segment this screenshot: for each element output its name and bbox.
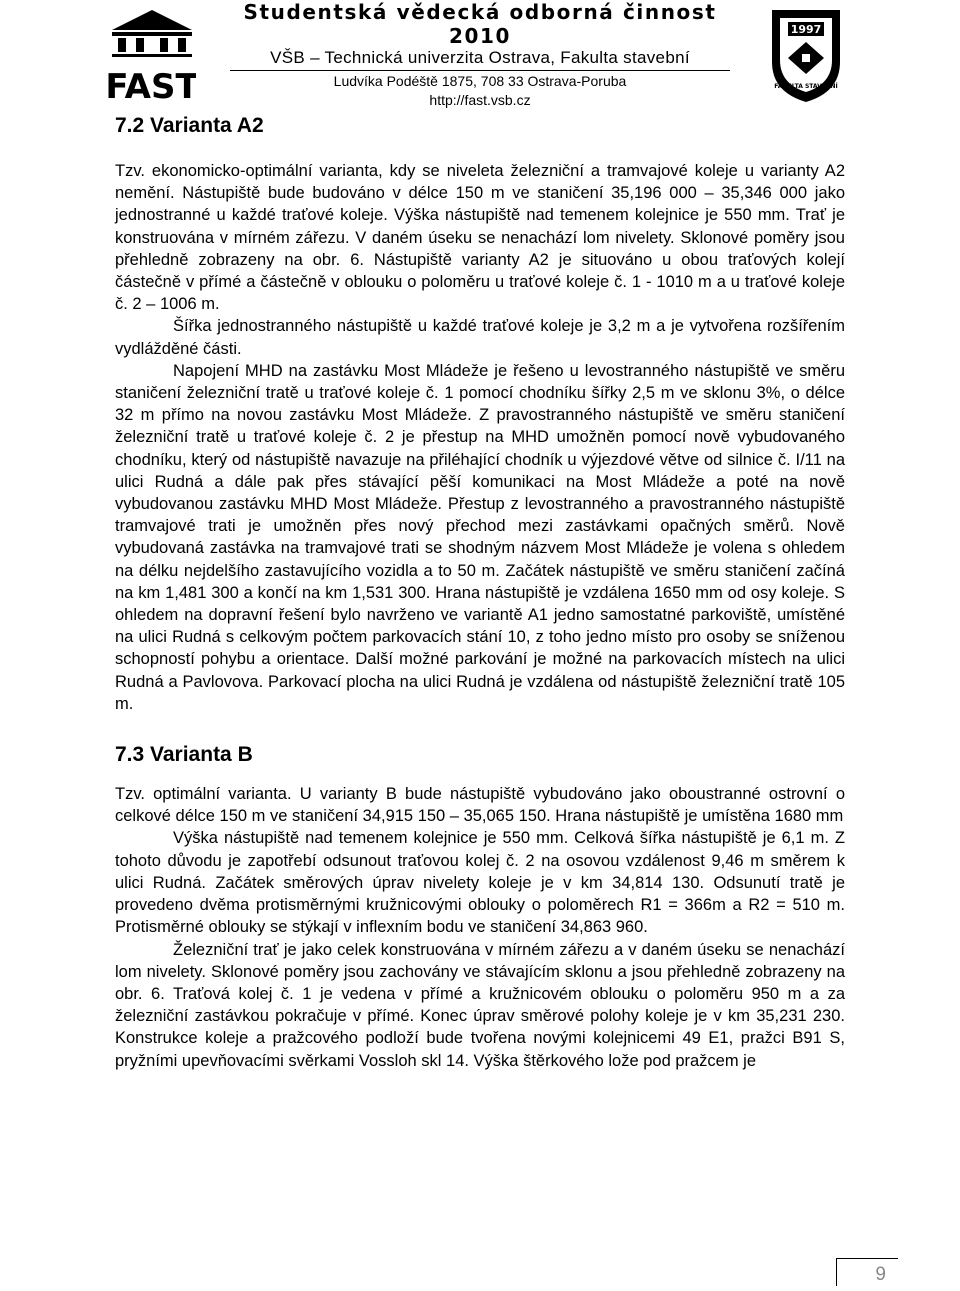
header-title: Studentská vědecká odborná činnost 2010	[243, 0, 717, 48]
page-header	[0, 0, 960, 110]
document-body	[115, 108, 845, 1072]
page-number: 9	[836, 1258, 898, 1286]
heading-variant-b: 7.3 Varianta B	[115, 743, 253, 767]
paragraph-a2-intro: Tzv. ekonomicko-optimální varianta, kdy se niveleta železniční a tramvajové koleje u varianty A2 nemění. Nástupiště bude budováno v délce 150 m ve staničení 35,196 000 – 35,346 000 jako jednostranné u každé traťové koleje. Výška nástupiště nad temenem kolejnice je 550 mm. Trať je konstruována v mírném zářezu. V daném úseku se nenachází lom nivelety. Sklonové poměry jsou přehledně zobrazeny na obr. 6. Nástupiště varianty A2 je situováno u obou traťových kolejí částečně v přímé a částečně v oblouku o poloměru u traťové koleje č. 1 - 1010 m a u traťové koleje č. 2 – 1006 m.	[115, 162, 845, 314]
paragraph-b-track: Železniční trať je jako celek konstruována v mírném zářezu a v daném úseku se nenachází lom nivelety. Sklonové poměry jsou zachovány ve stávajícím sklonu a jsou přehledně zobrazeny na obr. 6. Traťová kolej č. 1 je vedena v přímé a kružnicovém oblouku o poloměru 950 m a za železniční zastávkou pokračuje v přímé. Konec úprav směrové polohy koleje je v km 35,231 230. Konstrukce koleje a pražcového podloží bude tvořena novými kolejnicemi 49 E1, pražci B91 S, pryžními upevňovacími svěrkami Vossloh skl 14. Výška štěrkového lože pod pražcem je	[115, 940, 845, 1070]
seal-text: FAKULTA STAVEBNÍ	[774, 83, 838, 90]
paragraph-b-height: Výška nástupiště nad temenem kolejnice je 550 mm. Celková šířka nástupiště je 6,1 m. Z tohoto důvodu je zapotřebí odsunout traťovou kolej č. 2 na osovou vzdálenost 9,46 m směrem k ulici Rudná. Začátek směrových úprav nivelety koleje je v km 34,814 130. Odsunutí tratě je provedeno dvěma protisměrnými kružnicovými oblouky o poloměrech R1 = 366m a R2 = 510 m. Protisměrné oblouky se stýkají v inflexním bodu ve staničení 34,863 960.	[115, 829, 845, 937]
fast-logo-text: FAST	[108, 67, 196, 104]
heading-variant-a2: 7.2 Varianta A2	[115, 114, 264, 137]
fast-logo	[108, 8, 196, 104]
paragraph-a2-width: Šířka jednostranného nástupiště u každé traťové koleje je 3,2 m a je vytvořena rozšířením vydlážděné části.	[115, 317, 845, 358]
faculty-seal	[762, 4, 850, 104]
paragraph-b-intro: Tzv. optimální varianta. U varianty B bude nástupiště vybudováno jako oboustranné ostrovní o celkové délce 150 m ve staničení 34,915 150 – 35,065 150. Hrana nástupiště je umístěna 1680 mm	[115, 785, 845, 826]
header-text	[220, 0, 740, 109]
seal-year: 1997	[790, 23, 822, 36]
header-address: Ludvíka Podéště 1875, 708 33 Ostrava-Poruba	[333, 73, 627, 89]
header-url[interactable]: http://fast.vsb.cz	[429, 92, 531, 108]
header-subtitle: VŠB – Technická univerzita Ostrava, Fakulta stavební	[230, 48, 730, 71]
paragraph-a2-connection: Napojení MHD na zastávku Most Mládeže je řešeno u levostranného nástupiště ve směru staničení železniční tratě u traťové koleje č. 1 pomocí chodníku šířky 2,5 m ve sklonu 3%, o délce 32 m přímo na novou zastávku Most Mládeže. Z pravostranného nástupiště ve směru staničení železniční tratě u traťové koleje č. 2 je přestup na MHD umožněn pomocí nově vybudovaného chodníku, který od nástupiště navazuje na přiléhající chodník u výjezdové větve od silnice č. I/11 na ulici Rudná a dále pak přes stávající pěší komunikaci na Most Mládeže a poté na nově vybudovanou zastávku MHD Most Mládeže. Přestup z levostranného a pravostranného nástupiště tramvajové trati je umožněn přes nový přechod mezi zastávkami opačných směrů. Nově vybudovaná zastávka na tramvajové trati se shodným názvem Most Mládeže je volena s ohledem na délku nejdelšího zastavujícího vozidla a to 50 m. Začátek nástupiště ve směru staničení začíná na km 1,481 300 a končí na km 1,531 300. Hrana nástupiště je vzdálena 1650 mm od osy koleje. S ohledem na dopravní řešení bylo navrženo ve variantě A1 jedno samostatné parkoviště, umístěné na ulici Rudná s celkovým počtem parkovacích stání 10, z toho jedno místo pro osoby se sníženou schopností pohybu a orientace. Další možné parkování je možné na parkovacích místech na ulici Rudná a Pavlovova. Parkovací plocha na ulici Rudná je vzdálena od nástupiště železniční tratě 105 m.	[115, 361, 845, 713]
